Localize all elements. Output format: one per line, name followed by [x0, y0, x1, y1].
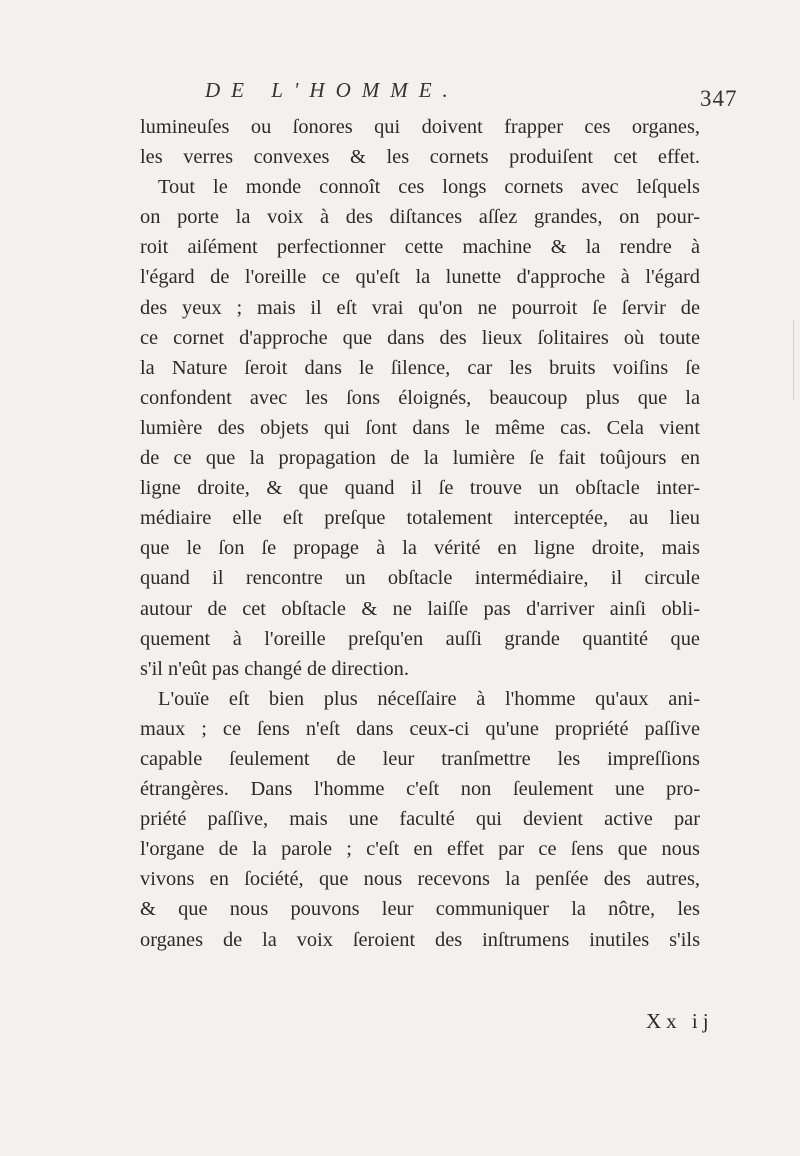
text-line: vivons en ſociété, que nous recevons la penſée des autres, [140, 868, 700, 891]
text-line: confondent avec les ſons éloignés, beaucoup plus que la [140, 386, 700, 409]
text-line: Tout le monde connoît ces longs cornets avec leſquels [158, 176, 700, 199]
signature-mark: Xx ij [646, 1009, 714, 1033]
text-line: de ce que la propagation de la lumière ſe fait toûjours en [140, 447, 700, 470]
text-line: on porte la voix à des diſtances aſſez grandes, on pour- [140, 206, 700, 229]
text-line: médiaire elle eſt preſque totalement interceptée, au lieu [140, 507, 700, 530]
text-line: quement à l'oreille preſqu'en auſſi grande quantité que [140, 627, 700, 650]
text-line: des yeux ; mais il eſt vrai qu'on ne pourroit ſe ſervir de [140, 296, 700, 319]
text-line: capable ſeulement de leur tranſmettre les impreſſions [140, 747, 700, 770]
text-line: lumineuſes ou ſonores qui doivent frapper ces organes, [140, 116, 700, 138]
running-head: DE L'HOMME. [205, 78, 459, 102]
text-line: les verres convexes & les cornets produiſent cet effet. [140, 146, 700, 169]
text-line: organes de la voix ſeroient des inſtrumens inutiles s'ils [140, 928, 700, 951]
text-line: s'il n'eût pas changé de direction. [140, 657, 409, 680]
text-line: L'ouïe eſt bien plus néceſſaire à l'homme qu'aux ani- [158, 687, 700, 710]
text-line: quand il rencontre un obſtacle intermédiaire, il circule [140, 567, 700, 590]
text-line: maux ; ce ſens n'eſt dans ceux-ci qu'une propriété paſſive [140, 717, 700, 740]
text-line: l'organe de la parole ; c'eſt en effet par ce ſens que nous [140, 838, 700, 861]
body-text [140, 112, 700, 955]
page-number: 347 [700, 86, 738, 111]
text-line: étrangères. Dans l'homme c'eſt non ſeulement une pro- [140, 778, 700, 801]
text-line: que le ſon ſe propage à la vérité en ligne droite, mais [140, 537, 700, 560]
text-line: priété paſſive, mais une faculté qui devient active par [140, 808, 700, 831]
text-line: & que nous pouvons leur communiquer la nôtre, les [140, 898, 700, 921]
page-edge-shadow [793, 320, 794, 400]
text-line: ligne droite, & que quand il ſe trouve un obſtacle inter- [140, 477, 700, 500]
text-line: l'égard de l'oreille ce qu'eſt la lunette d'approche à l'égard [140, 266, 700, 289]
text-line: ce cornet d'approche que dans des lieux ſolitaires où toute [140, 326, 700, 349]
text-line: la Nature ſeroit dans le ſilence, car les bruits voiſins ſe [140, 356, 700, 379]
text-line: roit aiſément perfectionner cette machine & la rendre à [140, 236, 700, 259]
text-line: lumière des objets qui ſont dans le même cas. Cela vient [140, 416, 700, 439]
text-line: autour de cet obſtacle & ne laiſſe pas d'arriver ainſi obli- [140, 597, 700, 620]
